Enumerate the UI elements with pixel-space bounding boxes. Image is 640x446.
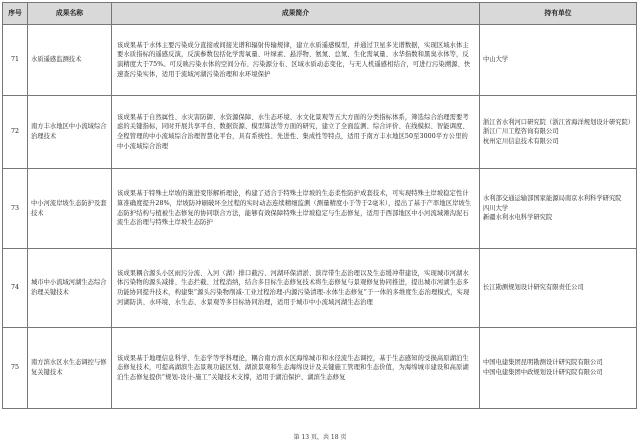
table-row [3,96,637,169]
holder-units [480,25,637,96]
holder-unit: 杭州定川信息技术有限公司 [483,137,559,145]
row-number: 74 [3,249,28,328]
holder-units [480,96,637,169]
holder-units [480,249,637,328]
table-row [3,249,637,328]
holder-unit: 水利部交通运输部国家能源局南京水利科学研究院 [483,195,622,203]
achievements-table-container [2,2,636,409]
achievement-name: 中小河流岸坡生态防护及套技术 [28,169,112,249]
holder-unit: 中国电建集团昆明勘测设计研究院有限公司 [483,359,603,367]
holder-unit: 浙江省水利河口研究院（浙江省海洋规划设计研究院） [483,118,635,126]
row-number: 73 [3,169,28,249]
row-number: 72 [3,96,28,169]
achievement-name: 南方滨水区水生态调控与修复关键技术 [28,328,112,409]
achievement-summary: 该成果基于特殊土岸坡的渐进变形解析理论，构建了适合于特殊土岸坡的生态柔性防护成套技术，可实现特殊土岸坡稳定性计算准确度提升28%，岸坡防冲刷破坏全过程的实时动态连续精细监测（测量精度小于等于2毫米），提出了基于产率地区岸坡生态防护结构与植被生态修复的协同联合方法，能够有效保障特殊土岸坡稳定与生态修复，适用于西部地区中小河流域滩沟泥石流生态治理与特殊土岸坡生态防护 [112,169,480,249]
row-number: 71 [3,25,28,96]
achievement-summary: 该成果耦合源头小区雨污分流、入河（湖）排口截污、河湖环保清淤、滨岸带生态治理以及生态缓冲带建设，实现城市河湖水体污染物的源头减排、生态拦截、过程消纳，结合多目标生态修复技术将生态修复与景观修复协同推进，提出城市河湖生态多功能协同提升技术，构建集“源头污染物削减-工业过程治理-内源污染清理-水体生态修复”于一体的多维度生态治理模式，实现河湖防洪、水环境、水生态、水景观等多目标协同治理，适用于城市中小流域河湖生态治理 [112,249,480,328]
achievement-summary: 该成果基于水体主要污染成分直接或间接光谱和辐射传输规律，建立水质遥感模型，并通过卫星多光谱数据，实现区域水体主要水质指标的遥感反演，反演参数包括化学需氧量、叶绿素、悬浮物、氨氮、总氮、生化需氧量、水华指数和黑臭水体等，反演精度大于75%。可反映污染水体的空间分布、污染源分布、区域水质动态变化，与无人机遥感相结合，可进行污染溯源、快速查污染实体，适用于流域河湖污染治理和水环境保护 [112,25,480,96]
holder-unit: 中山大学 [483,56,509,64]
table-row [3,169,637,249]
holder-unit: 新疆水利水电科学研究院 [483,214,553,222]
holder-unit: 浙江广川工程咨询有限公司 [483,128,559,136]
header-summary: 成果简介 [112,3,480,25]
holder-units [480,328,637,409]
holder-unit: 四川大学 [483,204,509,212]
header-name: 成果名称 [28,3,112,25]
holder-unit: 长江勘测规划设计研究有限责任公司 [483,284,584,292]
header-unit: 持有单位 [480,3,637,25]
achievement-summary: 该成果基于地理信息科学、生态学等学科理论，耦合南方滨水区海绵城市和水径流生态调控，基于生态感知的受损高原湖泊生态修复技术，可提高湖滨生态景观功能区划、湖滨景观和生态海绵设计及关键施工管理和生态价值，为海绵城市建设和高原湖泊生态修复提供“规划-设计-施工”关键技术支撑，适用于湖泊保护、湖滨生态修复 [112,328,480,409]
page-number-footer: 第 13 页，共 18 页 [293,434,347,441]
table-row [3,25,637,96]
achievement-summary: 该成果基于自然属性、水灾害防御、水资源保障、水生态环境、水文化景观等五大方面的分类指标体系，筛选综合治理需要考虑的关键指标，同时开展共享平台、数据资源、模型算法等方面的研究，建立了全面监测、综合评价、在线模拟、智能调度、全程管理的中小流域综合治理智慧化平台，具有系统性、先进性、集成性等特点，适用于南方丰水地区50至3000平方公里的中小流域综合治理 [112,96,480,169]
achievement-name: 水质遥感监测技术 [28,25,112,96]
holder-unit: 中国电建集团中政规划设计研究院有限公司 [483,369,603,376]
header-no: 序号 [3,3,28,25]
row-number: 75 [3,328,28,409]
achievement-name: 城市中小流域河湖生态综合治理关键技术 [28,249,112,328]
holder-units [480,169,637,249]
table-header-row [3,3,637,25]
achievement-name: 南方丰水地区中小流域综合治理技术 [28,96,112,169]
achievements-table [2,2,637,409]
table-row [3,328,637,409]
